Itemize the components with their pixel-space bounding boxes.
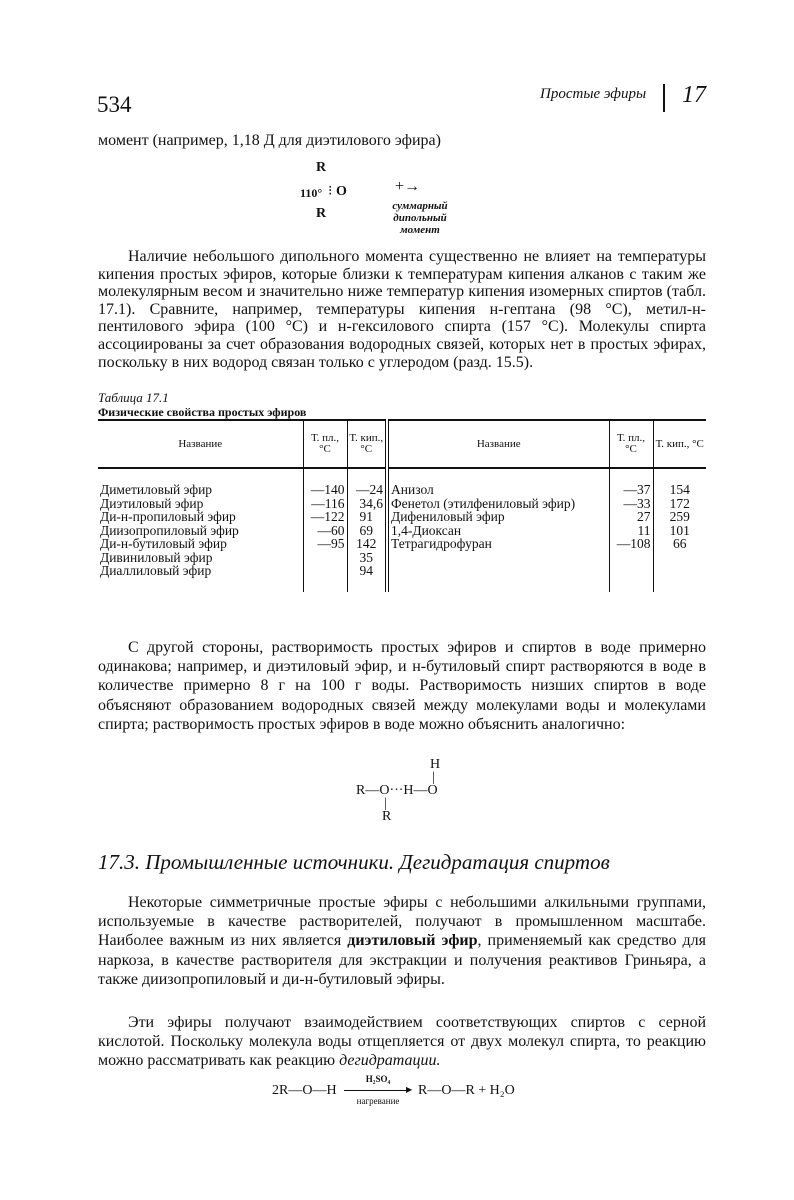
- r-bottom: R: [316, 206, 327, 221]
- bond-line-icon: |: [384, 796, 387, 811]
- header-divider: [663, 84, 665, 112]
- table-title: Физические свойства простых эфиров: [98, 405, 307, 419]
- dipole-diagram: [300, 160, 520, 238]
- catalyst: H₂SO₄: [365, 1074, 391, 1084]
- r-bottom-2: R: [382, 809, 392, 824]
- oxygen: O: [336, 184, 347, 199]
- page-number: 534: [97, 92, 132, 117]
- col-bp: Т. кип., °С: [347, 420, 387, 468]
- products: R—O—R + H₂O: [418, 1083, 515, 1098]
- table-row: Диизопропиловый эфир —60 69 1,4-Диоксан 11 101: [98, 524, 706, 538]
- angle-arc-icon: ⁝: [328, 184, 333, 199]
- table-row: Дивиниловый эфир 35: [98, 551, 706, 565]
- bond-line-icon: |: [432, 770, 435, 785]
- col-name-2: Название: [387, 420, 609, 468]
- table-row: Диметиловый эфир —140 —24 Анизол —37 154: [98, 483, 706, 497]
- table-row: Ди-н-бутиловый эфир —95 142 Тетрагидрофуран —108 66: [98, 537, 706, 551]
- reaction-equation: [272, 1074, 542, 1110]
- col-mp: Т. пл., °С: [303, 420, 347, 468]
- arrow-head-icon: ▶: [406, 1085, 413, 1094]
- chapter-number: 17: [682, 82, 706, 108]
- dipole-arrow-icon: +→: [395, 178, 421, 195]
- condition: нагревание: [356, 1096, 400, 1106]
- reactant: 2R—O—H: [272, 1083, 337, 1098]
- table-row: Диэтиловый эфир —116 34,6 Фенетол (этилфениловый эфир) —33 172: [98, 497, 706, 511]
- paragraph-2: С другой стороны, растворимость простых эфиров и спиртов в воде примерно одинакова; например, и диэтиловый эфир, и н-бутиловый спирт растворяются в воде в количестве примерно 8 г на 100 г воды. Растворимость низших спиртов в воде объясняют образованием водородных связей между молекулами воды и молекулами спирта; растворимость простых эфиров в воде можно объяснить аналогично:: [98, 639, 706, 733]
- dipole-label: суммарный дипольный момент: [392, 200, 448, 236]
- reaction-arrow-icon: [344, 1090, 408, 1091]
- table-row: Ди-н-пропиловый эфир —122 91 Дифениловый эфир 27 259: [98, 510, 706, 524]
- hbond-diagram: [356, 758, 456, 826]
- col-bp-2: Т. кип., °С: [653, 420, 706, 468]
- intro-line: момент (например, 1,18 Д для диэтилового эфира): [98, 132, 441, 149]
- r-top: R: [316, 160, 327, 175]
- section-heading: 17.3. Промышленные источники. Дегидратация спиртов: [98, 850, 610, 874]
- paragraph-1: Наличие небольшого дипольного момента существенно не влияет на температуры кипения простых эфиров, которые близки к температурам кипения алканов с таким же молекулярным весом и значительно ниже температур кипения изомерных спиртов (табл. 17.1). Сравните, например, температуры кипения н-гептана (98 °С), метил-н-пентилового эфира (100 °С) и н-гексилового спирта (157 °С). Молекулы спирта ассоциированы за счет образования водородных связей, которых нет в простых эфирах, поскольку в них водород связан только с углеродом (разд. 15.5).: [98, 248, 706, 371]
- table-caption: Таблица 17.1: [98, 390, 169, 405]
- running-title: Простые эфиры: [540, 86, 647, 102]
- col-name: Название: [98, 420, 303, 468]
- table-row: Диаллиловый эфир 94: [98, 564, 706, 578]
- h-top: H: [430, 757, 441, 772]
- properties-table: [98, 419, 706, 592]
- hbond-chain: R—O···H—O: [356, 783, 438, 798]
- col-mp-2: Т. пл., °С: [609, 420, 653, 468]
- angle-label: 110°: [300, 186, 323, 200]
- paragraph-3: Некоторые симметричные простые эфиры с небольшими алкильными группами, используемые в качестве растворителей, получают в промышленном масштабе. Наиболее важным из них является диэтиловый эфир, применяемый как средство для наркоза, в качестве растворителя для экстракции и получения реактивов Гриньяра, а также диизопропиловый и ди-н-бутиловый эфиры.: [98, 894, 707, 988]
- paragraph-4: Эти эфиры получают взаимодействием соответствующих спиртов с серной кислотой. Поскольку молекула воды отщепляется от двух молекул спирта, то реакцию можно рассматривать как реакцию дегидратации.: [98, 1014, 706, 1070]
